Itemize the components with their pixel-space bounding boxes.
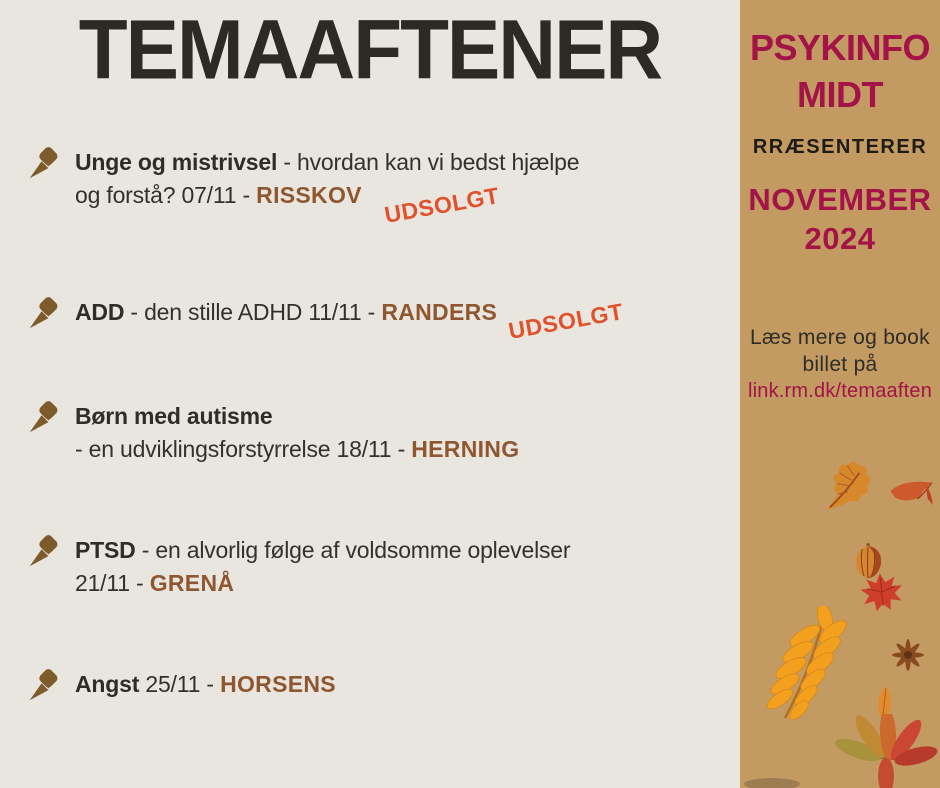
sidebar-panel <box>740 0 940 788</box>
event-description-line2: 21/11 - <box>75 570 150 596</box>
event-description: 25/11 - <box>139 671 221 697</box>
event-location: RANDERS <box>381 299 498 325</box>
maple-leaf-icon <box>856 569 909 621</box>
pushpin-icon <box>28 534 62 573</box>
pushpin-icon <box>28 668 62 707</box>
presents-label: RRÆSENTERER <box>752 136 928 158</box>
pushpin-icon <box>28 296 62 335</box>
event-description: - den stille ADHD 11/11 - <box>124 299 382 325</box>
page-title: TEMAAFTENER <box>78 2 662 97</box>
event-title: Børn med autisme <box>75 403 273 429</box>
oak-leaf-icon <box>813 457 881 524</box>
event-location: GRENÅ <box>149 570 235 596</box>
event-item-angst <box>28 668 726 707</box>
event-description-line2: - en udviklingsforstyrrelse 18/11 - <box>75 436 412 462</box>
cta-line1: Læs mere og book <box>750 326 930 349</box>
event-item-ptsd <box>28 534 726 600</box>
cta-text <box>740 324 940 378</box>
soldout-badge: UDSOLGT <box>506 298 626 344</box>
red-leaf-icon <box>886 475 938 514</box>
event-location: RISSKOV <box>256 182 362 208</box>
event-description-line2: og forstå? 07/11 - <box>75 182 257 208</box>
soldout-badge: UDSOLGT <box>382 182 502 228</box>
event-text <box>75 400 519 466</box>
brand-line2: MIDT <box>797 74 883 115</box>
cta-line2: billet på <box>802 353 878 376</box>
event-title: PTSD <box>75 537 136 563</box>
event-description: - en alvorlig følge af voldsomme oplevelser <box>135 537 571 563</box>
creeper-leaf-icon <box>828 714 940 788</box>
brand-title <box>740 24 940 118</box>
booking-link[interactable]: link.rm.dk/temaaften <box>747 380 933 402</box>
event-location: HORSENS <box>220 671 336 697</box>
month-title <box>740 180 940 258</box>
star-anise-icon <box>890 637 926 678</box>
brand-line1: PSYKINFO <box>749 27 931 68</box>
event-title: ADD <box>75 299 125 325</box>
event-text <box>75 296 497 329</box>
event-location: HERNING <box>411 436 520 462</box>
leaf-shadow <box>742 774 802 788</box>
event-text <box>75 146 579 212</box>
month-year: 2024 <box>804 221 876 256</box>
event-title: Angst <box>75 671 140 697</box>
event-item-boern-med-autisme <box>28 400 726 466</box>
month-name: NOVEMBER <box>748 182 932 217</box>
pushpin-icon <box>28 146 62 185</box>
event-item-unge-og-mistrivsel <box>28 146 726 212</box>
pushpin-icon <box>28 400 62 439</box>
event-text <box>75 668 336 701</box>
rowan-leaf-icon <box>758 606 858 731</box>
event-description: - hvordan kan vi bedst hjælpe <box>277 149 580 175</box>
event-text <box>75 534 570 600</box>
event-title: Unge og mistrivsel <box>75 149 278 175</box>
